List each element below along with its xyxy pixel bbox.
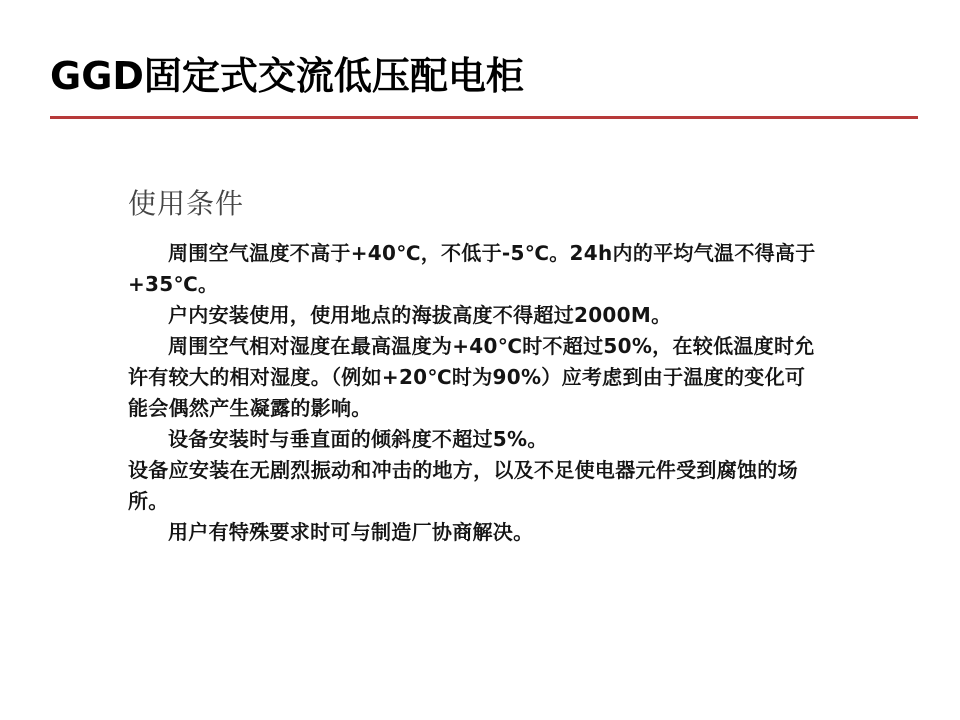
section-heading: 使用条件 bbox=[128, 187, 245, 220]
condition-vibration: 设备应安装在无剧烈振动和冲击的地方，以及不足使电器元件受到腐蚀的场所。 bbox=[128, 458, 798, 513]
condition-altitude: 户内安装使用，使用地点的海拔高度不得超过2000M。 bbox=[168, 303, 672, 327]
conditions-body bbox=[128, 238, 818, 548]
condition-temperature: 周围空气温度不高于+40℃，不低于-5℃。24h内的平均气温不得高于+35℃。 bbox=[128, 241, 816, 296]
condition-inclination: 设备安装时与垂直面的倾斜度不超过5%。 bbox=[168, 427, 548, 451]
title-divider bbox=[50, 116, 918, 119]
condition-humidity: 周围空气相对湿度在最高温度为+40℃时不超过50%，在较低温度时允许有较大的相对湿度。（例如+20℃时为90%）应考虑到由于温度的变化可能会偶然产生凝露的影响。 bbox=[128, 334, 815, 420]
usage-conditions-section bbox=[128, 182, 828, 548]
slide-title: GGD固定式交流低压配电柜 bbox=[50, 54, 524, 98]
condition-special-requests: 用户有特殊要求时可与制造厂协商解决。 bbox=[168, 520, 534, 544]
